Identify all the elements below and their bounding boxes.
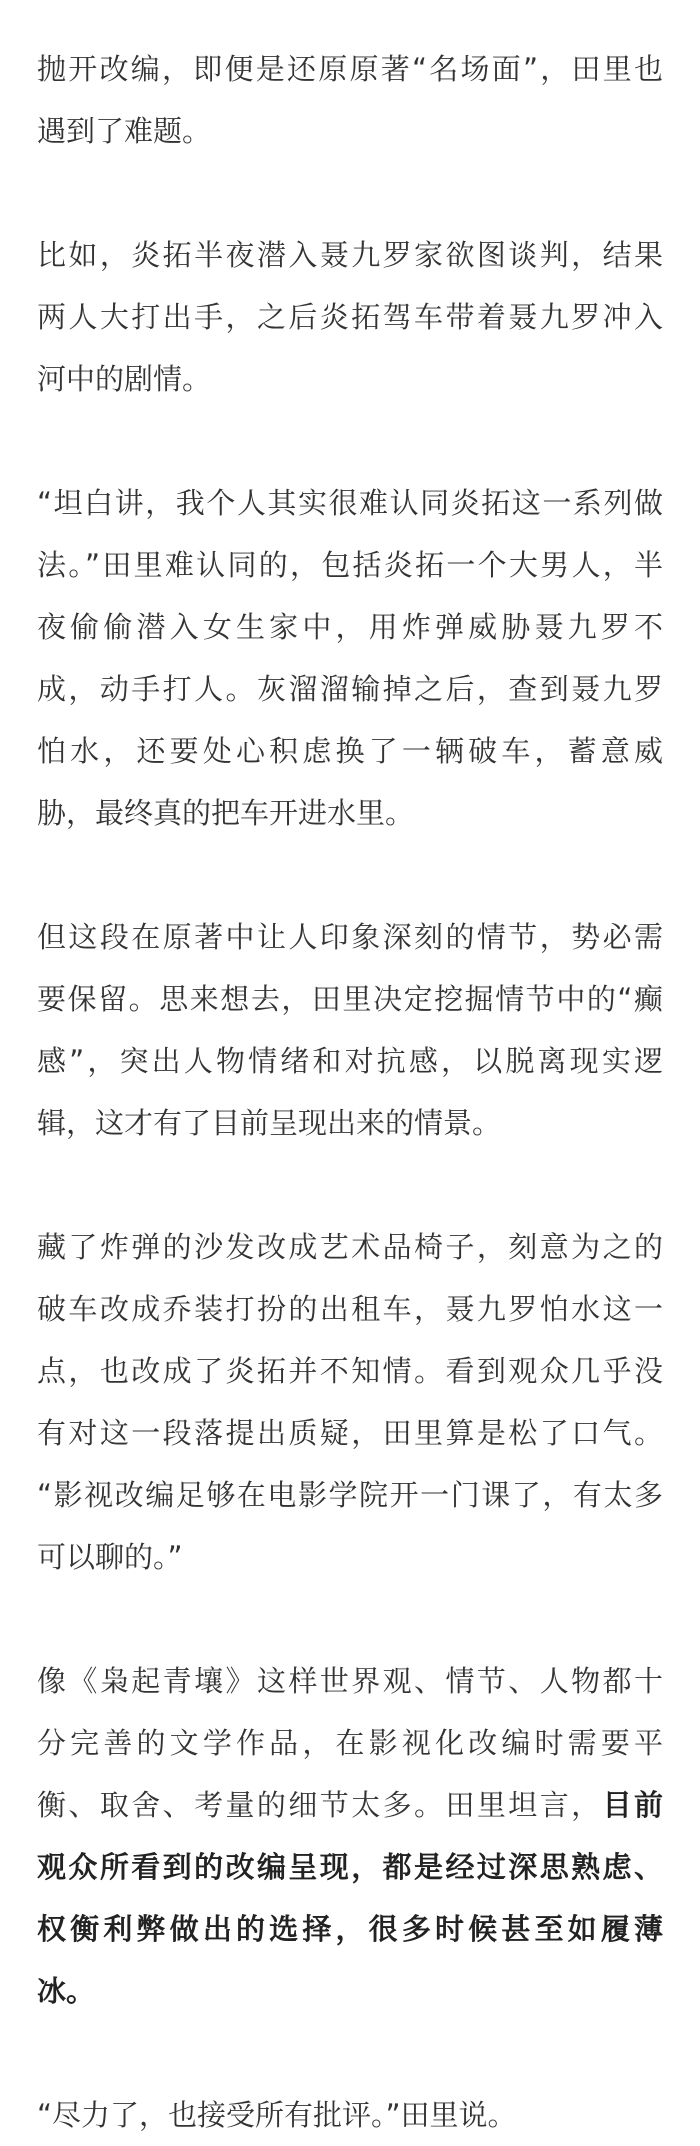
text-segment: 可以聊的。”: [37, 1540, 183, 1574]
text-segment: 法。”田里难认同的，包括炎拓一个大男人，半: [37, 548, 663, 582]
text-line: [37, 1526, 663, 1588]
text-segment: 分完善的文学作品，在影视化改编时需要平: [37, 1726, 663, 1760]
bold-text: 目前: [602, 1788, 663, 1822]
text-line: [37, 1092, 663, 1154]
text-line: [37, 782, 663, 844]
text-line: [37, 472, 663, 534]
text-segment: 怕水，还要处心积虑换了一辆破车，蓄意威: [37, 734, 663, 768]
text-line: [37, 1278, 663, 1340]
text-segment: “影视改编足够在电影学院开一门课了，有太多: [37, 1478, 663, 1512]
article-paragraph: [37, 1650, 663, 2022]
text-line: [37, 658, 663, 720]
text-line: [37, 348, 663, 410]
text-segment: 抛开改编，即便是还原原著“名场面”，田里也: [37, 52, 663, 86]
text-line: [37, 1712, 663, 1774]
article-paragraph: [37, 38, 663, 162]
text-line: [37, 1464, 663, 1526]
text-line: [37, 1402, 663, 1464]
text-line: [37, 1836, 663, 1898]
article-paragraph: [37, 2084, 663, 2146]
text-line: [37, 968, 663, 1030]
text-line: [37, 1650, 663, 1712]
text-segment: 夜偷偷潜入女生家中，用炸弹威胁聂九罗不: [37, 610, 663, 644]
text-segment: 破车改成乔装打扮的出租车，聂九罗怕水这一: [37, 1292, 663, 1326]
text-segment: 感”，突出人物情绪和对抗感，以脱离现实逻: [37, 1044, 663, 1078]
text-segment: 要保留。思来想去，田里决定挖掘情节中的“癫: [37, 982, 663, 1016]
text-line: [37, 2084, 663, 2146]
text-segment: 衡、取舍、考量的细节太多。田里坦言，: [37, 1788, 603, 1822]
text-line: [37, 1340, 663, 1402]
text-line: [37, 534, 663, 596]
text-segment: 辑，这才有了目前呈现出来的情景。: [37, 1106, 502, 1140]
text-line: [37, 38, 663, 100]
text-segment: 河中的剧情。: [37, 362, 212, 396]
text-segment: 像《枭起青壤》这样世界观、情节、人物都十: [37, 1664, 663, 1698]
article-paragraph: [37, 906, 663, 1154]
text-segment: 点，也改成了炎拓并不知情。看到观众几乎没: [37, 1354, 663, 1388]
text-line: [37, 286, 663, 348]
bold-text: 权衡利弊做出的选择，很多时候甚至如履薄: [37, 1912, 663, 1946]
text-line: [37, 1898, 663, 1960]
text-line: [37, 906, 663, 968]
text-segment: 胁，最终真的把车开进水里。: [37, 796, 415, 830]
article-paragraph: [37, 472, 663, 844]
text-line: [37, 1960, 663, 2022]
text-line: [37, 1774, 663, 1836]
text-line: [37, 224, 663, 286]
article-paragraph: [37, 224, 663, 410]
bold-text: 冰。: [37, 1974, 96, 2008]
article-paragraph: [37, 1216, 663, 1588]
text-segment: “尽力了，也接受所有批评。”田里说。: [37, 2098, 517, 2132]
text-segment: 藏了炸弹的沙发改成艺术品椅子，刻意为之的: [37, 1230, 663, 1264]
text-segment: “坦白讲，我个人其实很难认同炎拓这一系列做: [37, 486, 663, 520]
text-segment: 两人大打出手，之后炎拓驾车带着聂九罗冲入: [37, 300, 663, 334]
text-line: [37, 1030, 663, 1092]
text-line: [37, 1216, 663, 1278]
text-line: [37, 596, 663, 658]
text-segment: 遇到了难题。: [37, 114, 212, 148]
bold-text: 观众所看到的改编呈现，都是经过深思熟虑、: [37, 1850, 663, 1884]
text-segment: 成，动手打人。灰溜溜输掉之后，查到聂九罗: [37, 672, 663, 706]
text-segment: 有对这一段落提出质疑，田里算是松了口气。: [37, 1416, 663, 1450]
text-line: [37, 100, 663, 162]
text-segment: 比如，炎拓半夜潜入聂九罗家欲图谈判，结果: [37, 238, 663, 272]
text-segment: 但这段在原著中让人印象深刻的情节，势必需: [37, 920, 663, 954]
text-line: [37, 720, 663, 782]
